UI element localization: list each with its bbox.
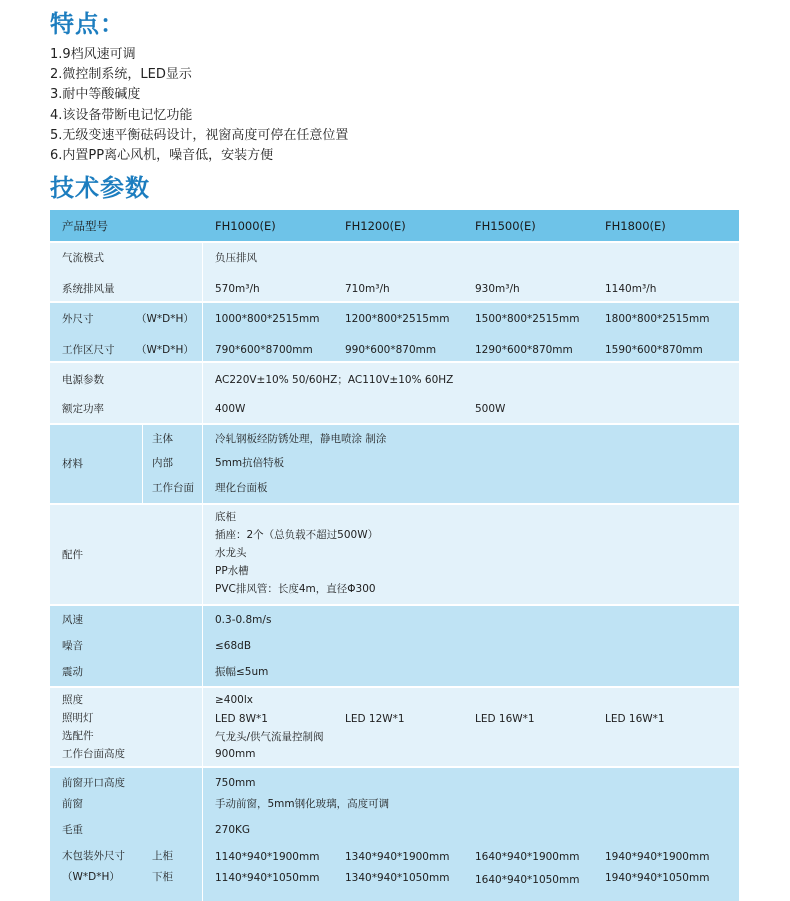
exhaust-value: 570m³/h (215, 283, 260, 295)
power-block (50, 363, 739, 423)
exhaust-value: 710m³/h (345, 283, 390, 295)
weight-value: 270KG (215, 824, 251, 836)
illuminance-label: 照度 (62, 694, 83, 706)
lower-cabinet-value: 1640*940*1050mm (475, 874, 580, 886)
performance-label: 噪音 (62, 640, 83, 652)
model-name: FH1500(E) (475, 219, 536, 233)
outer-size-value: 1500*800*2515mm (475, 313, 580, 325)
accessories-label: 配件 (62, 549, 83, 561)
lower-cabinet-value: 1940*940*1050mm (605, 872, 710, 884)
opening-height-label: 前窗开口高度 (62, 777, 125, 789)
material-block (50, 425, 739, 503)
feature-item: 4.该设备带断电记忆功能 (50, 107, 193, 123)
upper-cabinet-value: 1140*940*1900mm (215, 851, 320, 863)
feature-item: 1.9档风速可调 (50, 47, 136, 62)
upper-cabinet-value: 1640*940*1900mm (475, 851, 580, 863)
outer-size-value: 1800*800*2515mm (605, 313, 710, 325)
performance-value: 振幅≤5um (215, 666, 269, 678)
accessory-item: PP水槽 (215, 565, 249, 577)
options-value: 气龙头/供气流量控制阀 (215, 731, 324, 743)
work-size-unit: （W*D*H） (136, 344, 194, 356)
performance-label: 震动 (62, 666, 83, 678)
rated-power-label: 额定功率 (62, 403, 104, 415)
work-size-value: 790*600*8700mm (215, 344, 313, 356)
feature-item: 2.微控制系统，LED显示 (50, 67, 192, 83)
opening-height-value: 750mm (215, 777, 256, 789)
outer-size-unit: （W*D*H） (136, 313, 194, 325)
spec-table (50, 210, 739, 901)
front-window-value: 手动前窗，5mm钢化玻璃，高度可调 (215, 798, 390, 810)
model-label: 产品型号 (62, 219, 108, 233)
lighting-block (50, 688, 739, 766)
material-sub-label: 主体 (152, 433, 173, 445)
exhaust-label: 系统排风量 (62, 283, 115, 295)
rated-power-value: 400W (215, 403, 246, 415)
airflow-mode-label: 气流模式 (62, 252, 104, 264)
lamp-value: LED 16W*1 (605, 713, 665, 725)
table-header-row (50, 210, 739, 241)
model-name: FH1800(E) (605, 219, 666, 233)
illuminance-value: ≥400lx (215, 694, 253, 706)
material-value: 5mm抗倍特板 (215, 457, 285, 469)
performance-value: ≤68dB (215, 640, 252, 652)
feature-item: 3.耐中等酸碱度 (50, 87, 141, 103)
worktop-height-value: 900mm (215, 748, 256, 760)
package-label: 木包装外尺寸 (62, 850, 125, 862)
worktop-height-label: 工作台面高度 (62, 748, 125, 760)
upper-cabinet-value: 1940*940*1900mm (605, 851, 710, 863)
package-unit: （W*D*H） (62, 871, 120, 883)
material-value: 冷轧钢板经防锈处理，静电喷涂 制涂 (215, 433, 387, 445)
performance-value: 0.3-0.8m/s (215, 614, 272, 626)
work-size-label: 工作区尺寸 (62, 344, 115, 356)
lamp-value: LED 8W*1 (215, 713, 268, 725)
other-block (50, 768, 739, 901)
accessories-block (50, 505, 739, 604)
lamp-value: LED 16W*1 (475, 713, 535, 725)
power-supply-label: 电源参数 (62, 374, 104, 386)
outer-size-label: 外尺寸 (62, 313, 94, 325)
upper-cabinet-label: 上柜 (152, 850, 173, 862)
work-size-value: 1290*600*870mm (475, 344, 573, 356)
exhaust-value: 930m³/h (475, 283, 520, 295)
material-sub-label: 工作台面 (152, 482, 194, 494)
power-supply-value: AC220V±10% 50/60HZ；AC110V±10% 60HZ (215, 374, 454, 386)
feature-item: 6.内置PP离心风机，噪音低，安装方便 (50, 148, 274, 164)
lamp-label: 照明灯 (62, 712, 94, 724)
material-label: 材料 (62, 458, 83, 470)
work-size-value: 990*600*870mm (345, 344, 437, 356)
weight-label: 毛重 (62, 824, 83, 836)
airflow-mode-value: 负压排风 (215, 252, 257, 264)
exhaust-value: 1140m³/h (605, 283, 657, 295)
model-name: FH1200(E) (345, 219, 406, 233)
outer-size-value: 1000*800*2515mm (215, 313, 320, 325)
features-title: 特点： (50, 10, 125, 38)
dimensions-block (50, 303, 739, 361)
accessory-item: PVC排风管：长度4m，直径Φ300 (215, 583, 376, 595)
outer-size-value: 1200*800*2515mm (345, 313, 450, 325)
model-name: FH1000(E) (215, 219, 276, 233)
front-window-label: 前窗 (62, 798, 83, 810)
accessory-item: 插座：2个（总负载不超过500W） (215, 529, 379, 541)
accessory-item: 底柜 (215, 511, 236, 523)
material-sub-label: 内部 (152, 457, 173, 469)
specs-title: 技术参数 (50, 174, 150, 202)
lower-cabinet-label: 下柜 (152, 871, 173, 883)
lamp-value: LED 12W*1 (345, 713, 405, 725)
options-label: 选配件 (62, 730, 94, 742)
feature-item: 5.无级变速平衡砝码设计，视窗高度可停在任意位置 (50, 127, 349, 143)
accessory-item: 水龙头 (215, 547, 247, 559)
material-value: 理化台面板 (215, 482, 268, 494)
work-size-value: 1590*600*870mm (605, 344, 703, 356)
performance-block (50, 606, 739, 686)
features-list (50, 45, 348, 166)
lower-cabinet-value: 1140*940*1050mm (215, 872, 320, 884)
lower-cabinet-value: 1340*940*1050mm (345, 872, 450, 884)
performance-label: 风速 (62, 614, 83, 626)
airflow-block (50, 243, 739, 301)
rated-power-value: 500W (475, 403, 506, 415)
upper-cabinet-value: 1340*940*1900mm (345, 851, 450, 863)
